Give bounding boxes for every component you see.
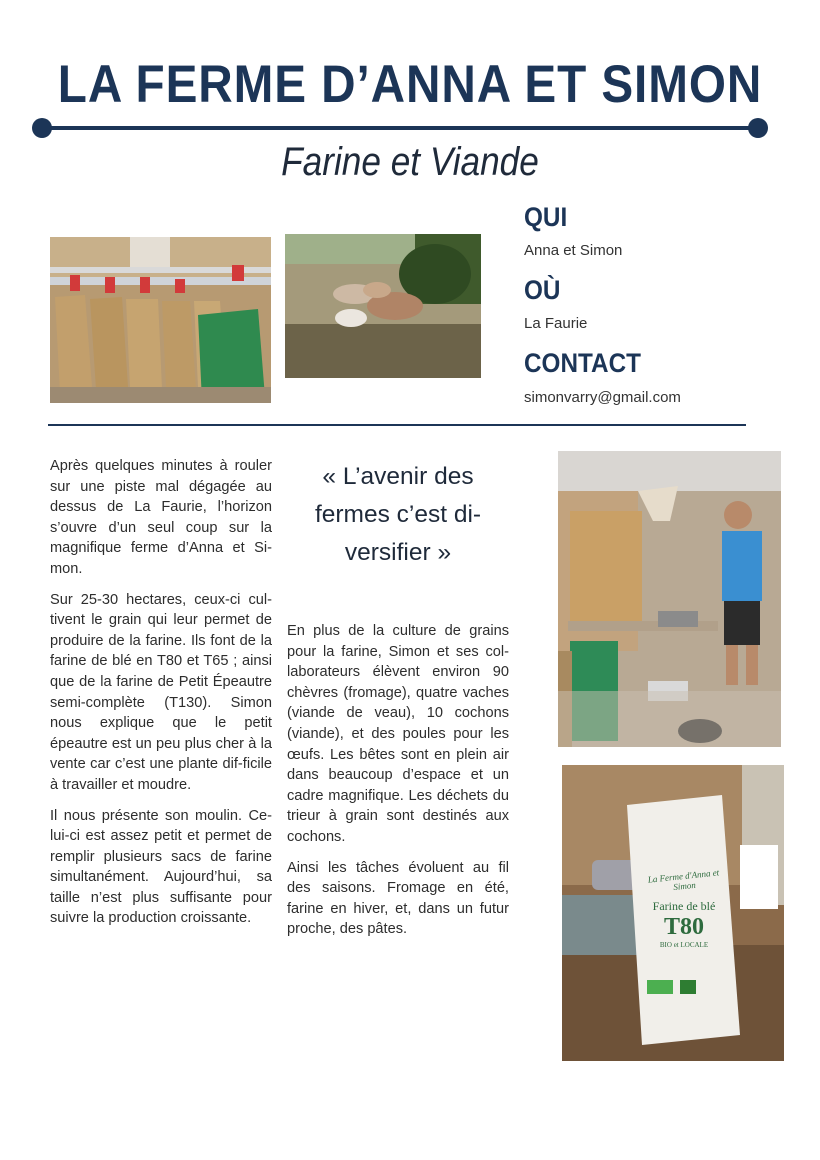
page-title: LA FERME D’ANNA ET SIMON [57, 55, 763, 114]
qui-heading: QUI [524, 202, 568, 232]
page-subtitle: Farine et Viande [281, 140, 539, 184]
title-divider [32, 118, 768, 138]
ou-value: La Faurie [524, 315, 588, 332]
bag-product: Farine de blé [652, 899, 716, 913]
photo-flour-bag [562, 765, 784, 1061]
bag-grade: T80 [663, 914, 704, 940]
divider-dot-left [32, 118, 52, 138]
article-paragraph: Sur 25-30 hectares, ceux-ci cul-tivent le grain qui leur permet de produire de la farine. Ils font de la farine de blé en T80 et T65 ; ainsi que de la farine de Petit Épeautre semi-complète (T130). Simon nous explique que le petit épeautre est un peu plus cher à la vente car c’est une plante dif-ficile à travailler et moudre. [50, 591, 272, 793]
photo-mill-workshop [558, 451, 781, 747]
divider-line [42, 126, 758, 130]
article-column-2 [287, 621, 509, 950]
qui-value: Anna et Simon [524, 242, 623, 259]
article-paragraph: Il nous présente son moulin. Ce-lui-ci est assez petit et permet de remplir plusieurs sacs de farine simultanément. Aujourd’hui, sa taille n’est plus suffisante pour suivre la production croissante. [50, 807, 272, 927]
ou-heading: OÙ [524, 275, 561, 305]
article-paragraph: Ainsi les tâches évoluent au fil des saisons. Fromage en été, farine en hiver, et, dans un futur proche, des pâtes. [287, 859, 509, 938]
bag-label [638, 867, 730, 949]
article-column-1 [50, 456, 272, 939]
bag-brand: La Ferme d'Anna et Simon [647, 867, 720, 893]
contact-heading: CONTACT [524, 348, 641, 378]
photo-cows-field [285, 234, 481, 378]
pull-quote: « L’avenir des fermes c’est di-versifier » [314, 463, 482, 566]
contact-email[interactable]: simonvarry@gmail.com [524, 389, 681, 406]
divider-dot-right [748, 118, 768, 138]
bag-tag: BIO et LOCALE [659, 941, 709, 949]
photo-flour-sacks [50, 237, 271, 403]
article-paragraph: Après quelques minutes à rouler sur une piste mal dégagée au dessus de La Faurie, l’horizon s’ouvre d’un seul coup sur la magnifique ferme d’Anna et Si-mon. [50, 458, 272, 577]
section-divider [48, 424, 746, 426]
article-paragraph: En plus de la culture de grains pour la farine, Simon et ses col-laborateurs élèvent environ 90 chèvres (fromage), quatre vaches (viande de veau), 10 cochons (viande), et des poules pour les œufs. Les bêtes sont en plein air dans beaucoup d’espace et un cadre magnifique. Les déchets du trieur à grain sont destinés aux cochons. [287, 623, 509, 845]
